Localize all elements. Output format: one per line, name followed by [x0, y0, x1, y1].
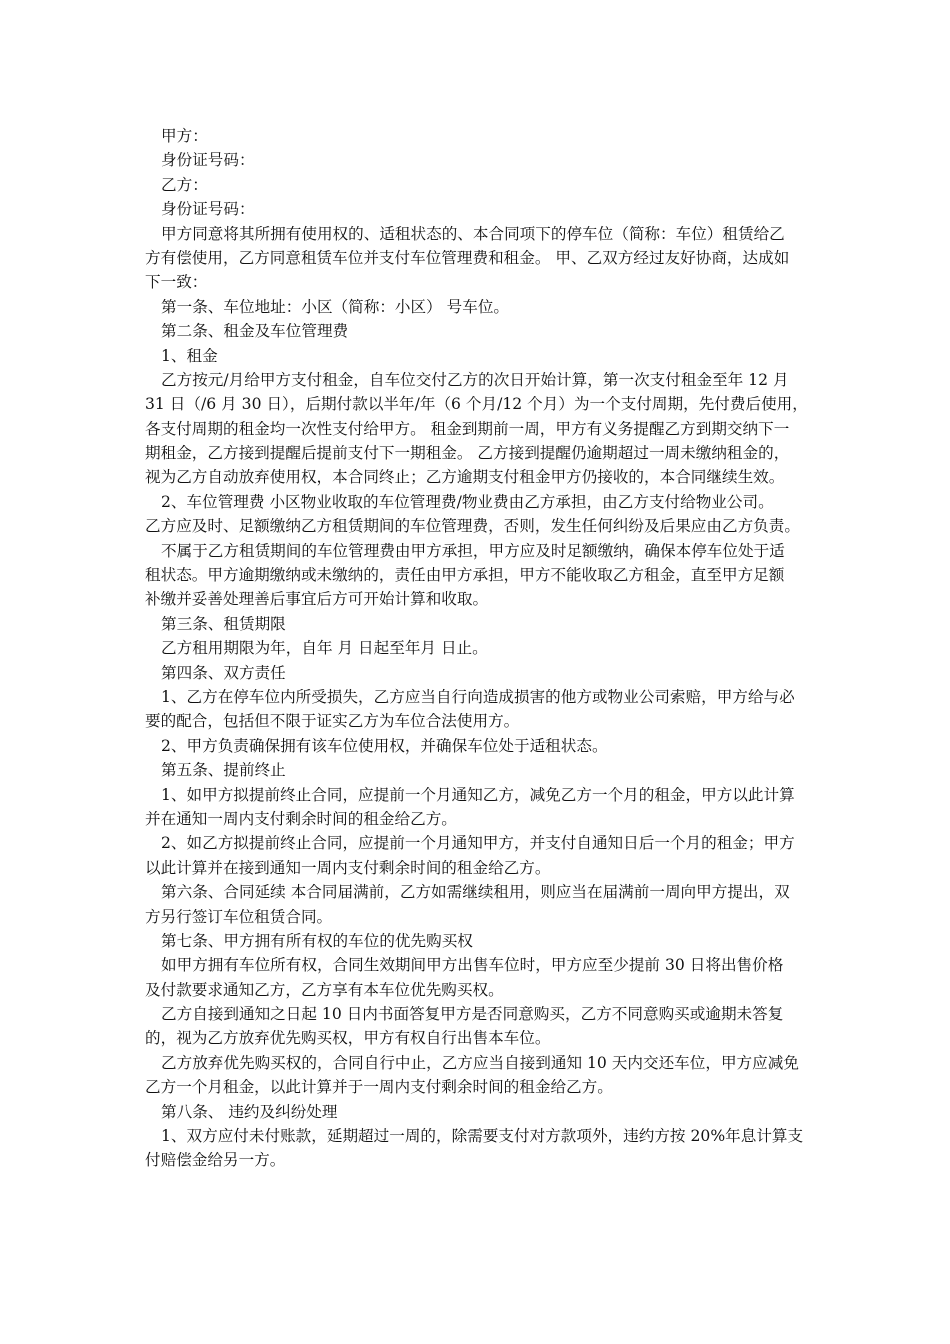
text-line: 乙方自接到通知之日起 10 日内书面答复甲方是否同意购买，乙方不同意购买或逾期未答复 — [161, 1005, 784, 1024]
text-line: 各支付周期的租金均一次性支付给甲方。 租金到期前一周，甲方有义务提醒乙方到期交纳下一 — [145, 419, 790, 438]
text-line: 的，视为乙方放弃优先购买权，甲方有权自行出售本车位。 — [145, 1029, 551, 1048]
text-line: 乙方租用期限为年，自年 月 日起至年月 日止。 — [161, 639, 488, 658]
text-line: 第五条、提前终止 — [161, 761, 286, 780]
text-line: 身份证号码： — [161, 200, 255, 219]
text-line: 身份证号码： — [161, 151, 255, 170]
text-line: 31 日（/6 月 30 日），后期付款以半年/年（6 个月/12 个月）为一个支付周期，先付费后使用， — [145, 395, 808, 414]
text-line: 第八条、 违约及纠纷处理 — [161, 1102, 338, 1121]
text-line: 第三条、租赁期限 — [161, 614, 286, 633]
text-line: 甲方同意将其所拥有使用权的、适租状态的、本合同项下的停车位（简称：车位）租赁给乙 — [161, 224, 785, 243]
text-line: 第七条、甲方拥有所有权的车位的优先购买权 — [161, 931, 473, 950]
text-line: 下一致： — [145, 273, 208, 292]
text-line: 第一条、车位地址：小区（简称：小区） 号车位。 — [161, 297, 510, 316]
text-line: 补缴并妥善处理善后事宜后方可开始计算和收取。 — [145, 590, 489, 609]
text-line: 甲方： — [161, 127, 208, 145]
text-line: 租状态。甲方逾期缴纳或未缴纳的，责任由甲方承担，甲方不能收取乙方租金，直至甲方足额 — [145, 566, 785, 585]
text-line: 以此计算并在接到通知一周内支付剩余时间的租金给乙方。 — [145, 858, 551, 877]
text-line: 1、乙方在停车位内所受损失，乙方应当自行向造成损害的他方或物业公司索赔，甲方给与必 — [161, 687, 795, 706]
text-line: 付赔偿金给另一方。 — [145, 1151, 286, 1170]
text-line: 第二条、租金及车位管理费 — [161, 322, 349, 341]
text-line: 1、如甲方拟提前终止合同，应提前一个月通知乙方，减免乙方一个月的租金，甲方以此计算 — [161, 785, 795, 804]
text-line: 及付款要求通知乙方，乙方享有本车位优先购买权。 — [145, 980, 504, 999]
text-line: 第四条、双方责任 — [161, 663, 286, 682]
contract-body — [145, 124, 810, 1173]
text-line: 乙方一个月租金，以此计算并于一周内支付剩余时间的租金给乙方。 — [145, 1078, 613, 1097]
text-line: 方另行签订车位租赁合同。 — [145, 907, 333, 926]
text-line: 期租金，乙方接到提醒后提前支付下一期租金。 乙方接到提醒仍逾期超过一周未缴纳租金的， — [145, 444, 790, 463]
text-line: 并在通知一周内支付剩余时间的租金给乙方。 — [145, 809, 457, 828]
text-line: 2、车位管理费 小区物业收取的车位管理费/物业费由乙方承担，由乙方支付给物业公司。 — [161, 492, 774, 511]
text-line: 乙方： — [161, 175, 208, 194]
text-line: 不属于乙方租赁期间的车位管理费由甲方承担，甲方应及时足额缴纳，确保本停车位处于适 — [161, 541, 785, 560]
text-line: 第六条、合同延续 本合同届满前，乙方如需继续租用，则应当在届满前一周向甲方提出，双 — [161, 883, 790, 902]
text-line: 乙方按元/月给甲方支付租金，自车位交付乙方的次日开始计算，第一次支付租金至年 12 月 — [161, 370, 789, 389]
text-line: 视为乙方自动放弃使用权，本合同终止；乙方逾期支付租金甲方仍接收的，本合同继续生效。 — [145, 468, 785, 487]
text-line: 乙方应及时、足额缴纳乙方租赁期间的车位管理费，否则，发生任何纠纷及后果应由乙方负责。 — [145, 517, 800, 536]
text-line: 乙方放弃优先购买权的，合同自行中止，乙方应当自接到通知 10 天内交还车位，甲方应减免 — [161, 1053, 799, 1072]
text-line: 2、甲方负责确保拥有该车位使用权，并确保车位处于适租状态。 — [161, 736, 608, 755]
text-line: 1、租金 — [161, 346, 218, 365]
text-line: 1、双方应付未付账款，延期超过一周的，除需要支付对方款项外，违约方按 20%年息计算支 — [161, 1127, 804, 1146]
text-line: 2、如乙方拟提前终止合同，应提前一个月通知甲方，并支付自通知日后一个月的租金；甲方 — [161, 834, 795, 853]
text-line: 方有偿使用，乙方同意租赁车位并支付车位管理费和租金。 甲、乙双方经过友好协商，达成如 — [145, 248, 790, 267]
text-line: 如甲方拥有车位所有权，合同生效期间甲方出售车位时，甲方应至少提前 30 日将出售价格 — [161, 956, 784, 975]
text-line: 要的配合，包括但不限于证实乙方为车位合法使用方。 — [145, 712, 520, 731]
